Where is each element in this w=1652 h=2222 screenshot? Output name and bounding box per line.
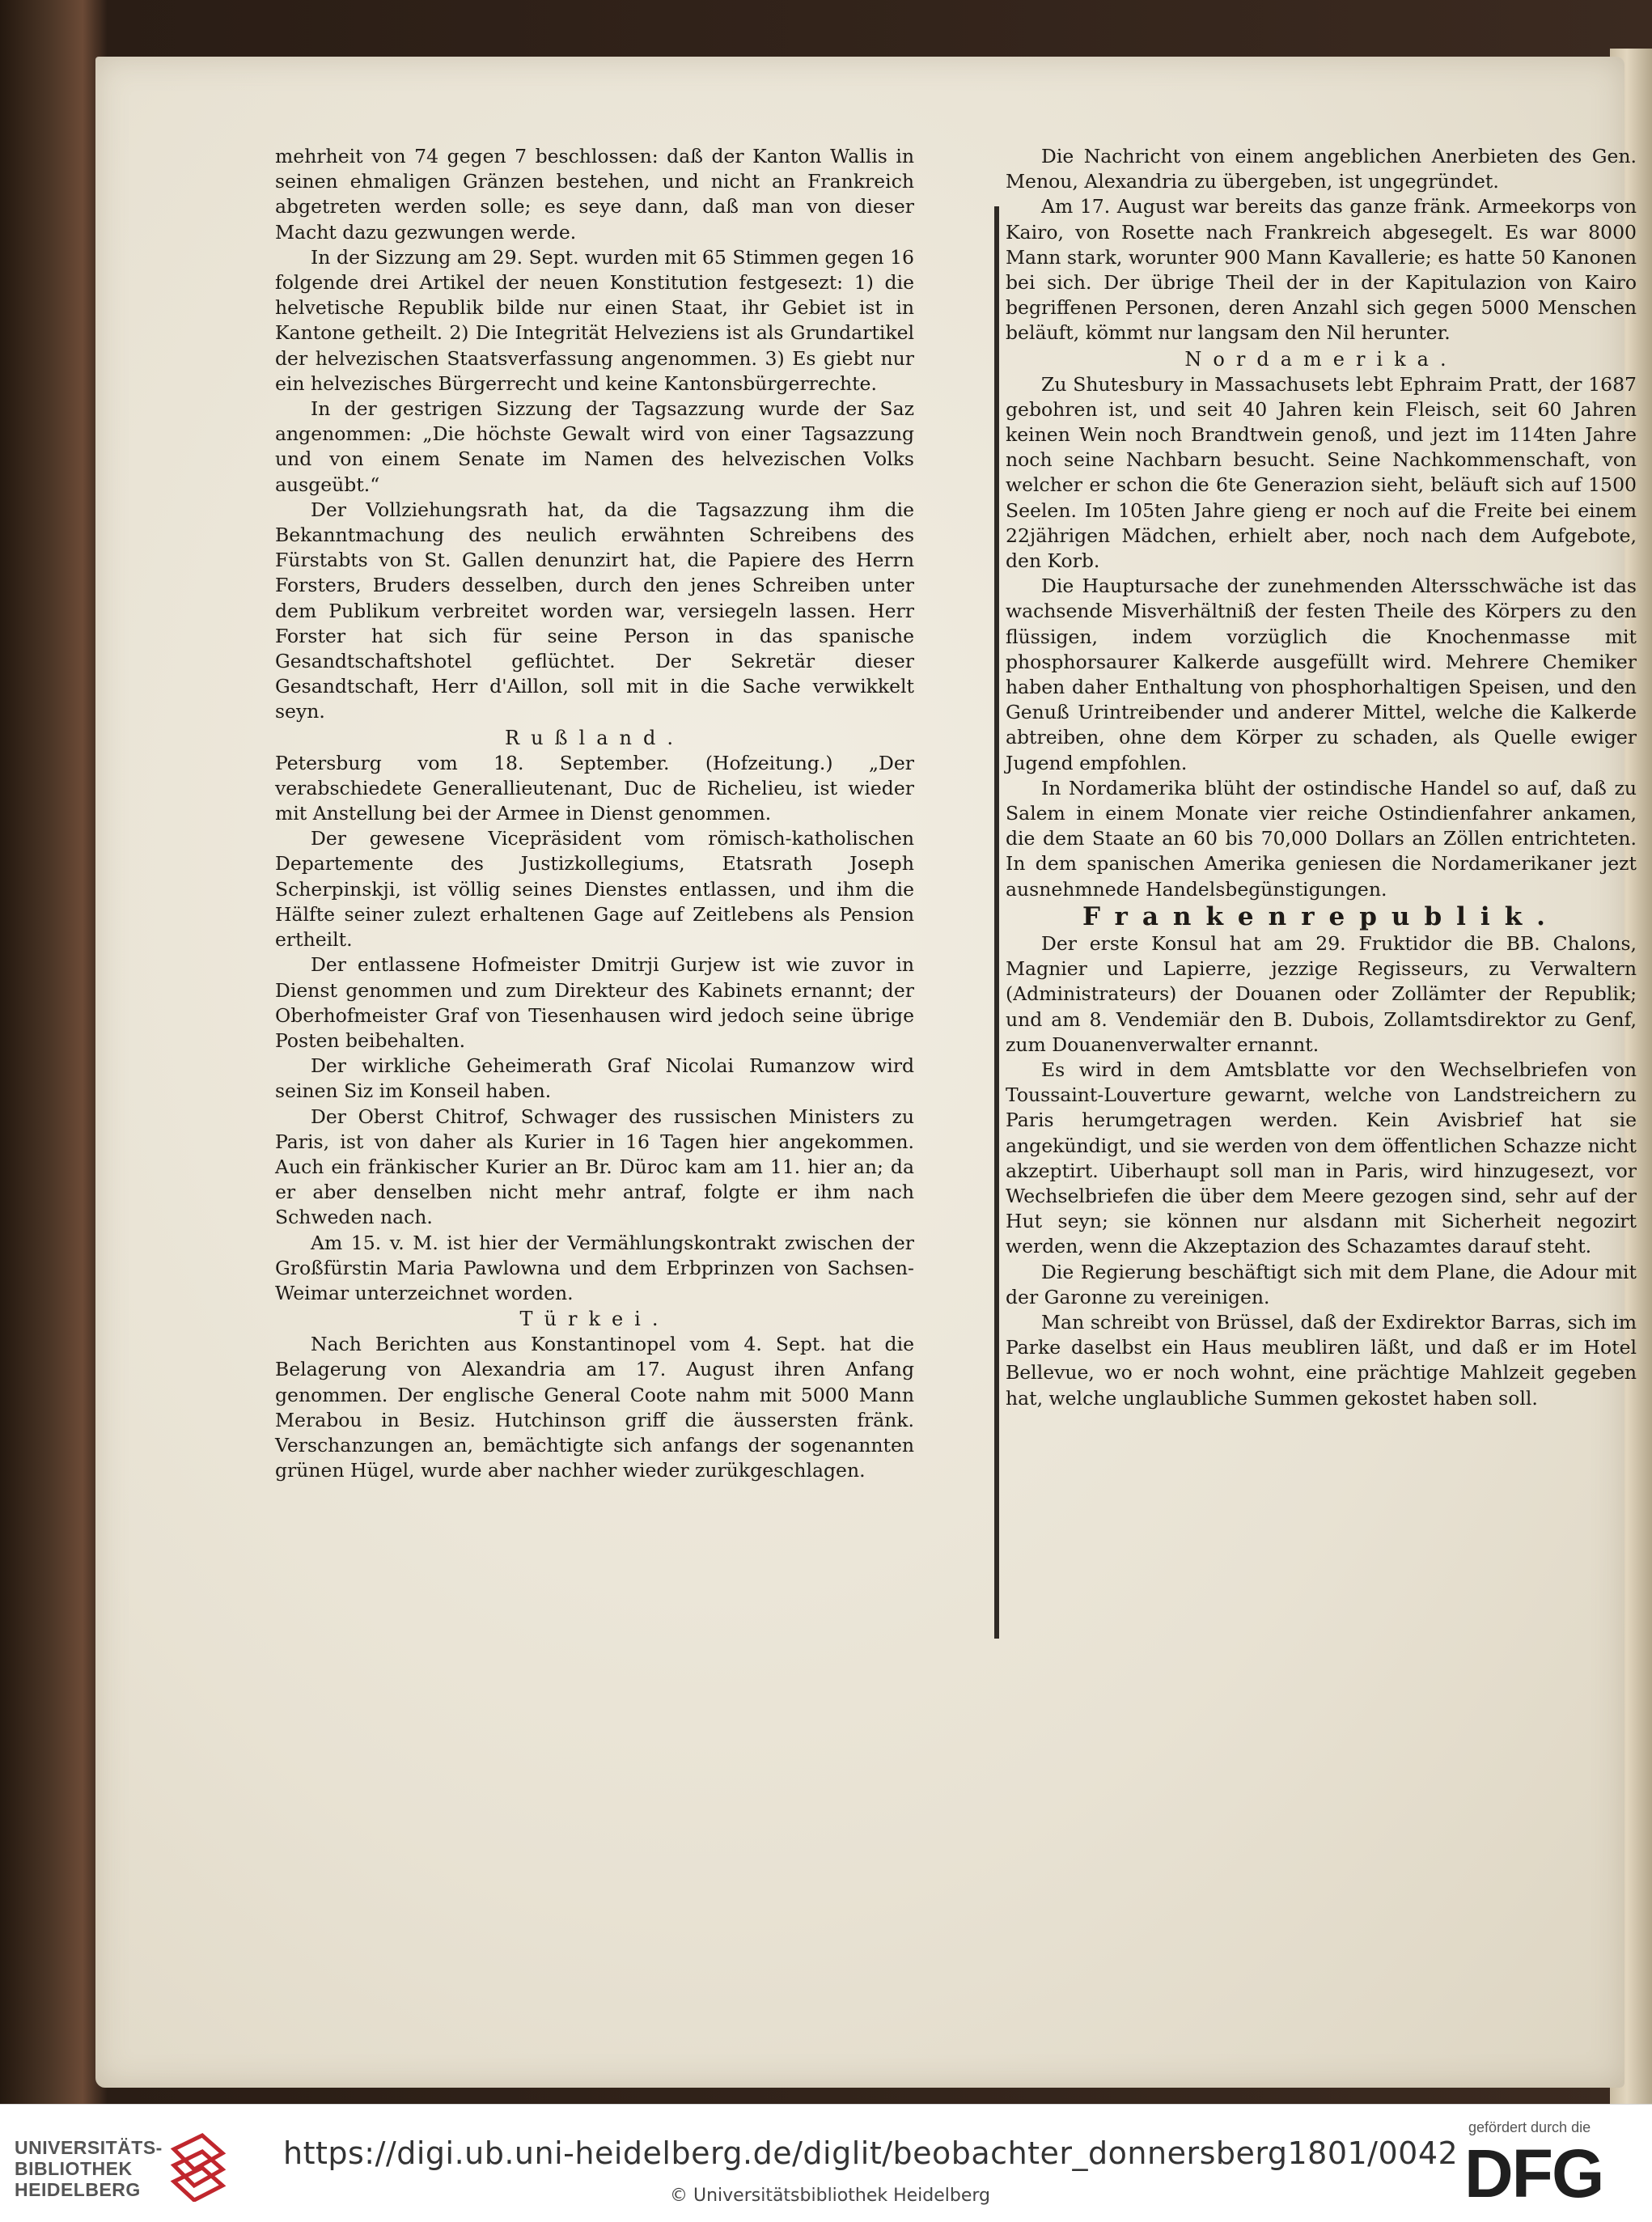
column-rule xyxy=(994,206,999,1639)
article-paragraph: Die Nachricht von einem angeblichen Anerbieten des Gen. Menou, Alexandria zu übergeben, ist ungegründet. xyxy=(1006,145,1637,193)
ub-heidelberg-logo-icon xyxy=(166,2129,231,2202)
section-heading: Rußland. xyxy=(505,726,684,749)
article-paragraph: Die Hauptursache der zunehmenden Altersschwäche ist das wachsende Misverhältniß der festen Theile des Körpers zu den flüssigen, indem vorzüglich die Knochenmasse mit phosphorsaurer Kalkerde ausgefüllt wird. Mehrere Chemiker haben daher Enthaltung von phosphorhaltigen Speisen, und den Genuß Urintreibender und anderer Mittel, welche die Kalkerde abtreiben, ohne dem Körper zu schaden, als Quelle ewiger Jugend empfohlen. xyxy=(1006,575,1637,774)
article-paragraph: Petersburg vom 18. September. (Hofzeitung.) „Der verabschiedete Generallieutenant, Duc de Richelieu, ist wieder mit Anstellung bei der Armee in Dienst genommen. xyxy=(275,751,914,825)
article-paragraph: Am 15. v. M. ist hier der Vermählungskontrakt zwischen der Großfürstin Maria Pawlowna und dem Erbprinzen von Sachsen-Weimar unterzeichnet worden. xyxy=(275,1231,914,1304)
copyright-notice: © Universitätsbibliothek Heidelberg xyxy=(670,2186,991,2206)
library-name-line: UNIVERSITÄTS- xyxy=(15,2137,163,2158)
article-paragraph: Der Oberst Chitrof, Schwager des russischen Ministers zu Paris, ist von daher als Kurier in 16 Tagen hier angekommen. Auch ein fränkischer Kurier an Br. Düroc kam am 11. hier an; da er aber denselben nicht mehr antraf, folgte er ihm nach Schweden nach. xyxy=(275,1105,914,1229)
article-paragraph: Nach Berichten aus Konstantinopel vom 4. Sept. hat die Belagerung von Alexandria am 17. August ihren Anfang genommen. Der englische General Coote nahm mit 5000 Mann Merabou in Besiz. Hutchinson griff die äussersten fränk. Verschanzungen an, bemächtigte sich anfangs der sogenannten grünen Hügel, wurde aber nachher wieder zurükgeschlagen. xyxy=(275,1333,914,1482)
section-heading: Türkei. xyxy=(519,1308,670,1331)
article-paragraph: Man schreibt von Brüssel, daß der Exdirektor Barras, sich im Parke daselbst ein Haus meubliren läßt, und daß er im Hotel Bellevue, wo er noch wohnt, eine prächtige Mahlzeit gegeben hat, welche unglaubliche Summen gekostet haben soll. xyxy=(1006,1310,1637,1410)
section-heading: Nordamerika. xyxy=(1184,347,1458,371)
article-paragraph: In Nordamerika blüht der ostindische Handel so auf, daß zu Salem in einem Monate vier reiche Ostindienfahrer ankamen, die dem Staate an 60 bis 70,000 Dollars an Zöllen entrichteten. In dem spanischen Amerika geniesen die Nordamerikaner jezt ausnehmnede Handelsbegünstigungen. xyxy=(1006,776,1637,901)
library-name-line: HEIDELBERG xyxy=(15,2179,141,2200)
permalink-url[interactable]: https://digi.ub.uni-heidelberg.de/diglit/beobachter_donnersberg1801/0042 xyxy=(283,2135,1459,2171)
article-paragraph: Der wirkliche Geheimerath Graf Nicolai Rumanzow wird seinen Siz im Konseil haben. xyxy=(275,1054,914,1103)
article-paragraph: Der Vollziehungsrath hat, da die Tagsazzung ihm die Bekanntmachung des neulich erwähnten Schreibens des Fürstabts von St. Gallen denunzirt hat, die Papiere des Herrn Forsters, Bruders desselben, durch den jenes Schreiben unter dem Publikum verbreitet worden war, versiegeln lassen. Herr Forster hat sich für seine Person in das spanische Gesandtschaftshotel geflüchtet. Der Sekretär dieser Gesandtschaft, Herr d'Aillon, soll mit in die Sache verwikkelt seyn. xyxy=(275,498,914,723)
article-paragraph: Der erste Konsul hat am 29. Fruktidor die BB. Chalons, Magnier und Lapierre, jezzige Regisseurs, zu Verwaltern (Administrateurs) der Douanen oder Zollämter der Republik; und am 8. Vendemiär den B. Dubois, Zollamtsdirektor zu Genf, zum Douanenverwalter ernannt. xyxy=(1006,931,1637,1056)
left-column xyxy=(275,144,914,1483)
article-paragraph: Am 17. August war bereits das ganze fränk. Armeekorps von Kairo, von Rosette nach Frankreich abgesegelt. Es war 8000 Mann stark, worunter 900 Mann Kavallerie; es hatte 50 Kanonen bei sich. Der übrige Theil der in der Kapitulazion von Kairo begriffenen Personen, deren Anzahl sich gegen 5000 Menschen beläuft, kömmt nur langsam den Nil herunter. xyxy=(1006,195,1637,345)
library-name-line: BIBLIOTHEK xyxy=(15,2158,133,2179)
article-paragraph: Zu Shutesbury in Massachusets lebt Ephraim Pratt, der 1687 gebohren ist, und seit 40 Jahren kein Fleisch, seit 60 Jahren keinen Wein noch Brandtwein genoß, und jezt im 114ten Jahre noch seine Nachbarn besucht. Seine Nachkommenschaft, von welcher er schon die 6te Generazion sieht, beläuft sich auf 1500 Seelen. Im 105ten Jahre gieng er noch auf die Freite bei einem 22jährigen Mädchen, erhielt aber, noch nach dem Aufgebote, den Korb. xyxy=(1006,372,1637,573)
dfg-logo: DFG xyxy=(1464,2135,1603,2211)
article-paragraph: Der entlassene Hofmeister Dmitrji Gurjew ist wie zuvor in Dienst genommen und zum Direkteur des Kabinets ernannt; der Oberhofmeister Graf von Tiesenhausen wird jedoch seine übrige Posten beibehalten. xyxy=(275,953,914,1052)
article-paragraph: In der Sizzung am 29. Sept. wurden mit 65 Stimmen gegen 16 folgende drei Artikel der neuen Konstitution festgesezt: 1) die helvetische Republik bilde nur einen Staat, ihr Gebiet ist in Kantone getheilt. 2) Die Integrität Helveziens ist als Grundartikel der helvezischen Staatsverfassung angenommen. 3) Es giebt nur ein helvezisches Bürgerrecht und keine Kantonsbürgerrechte. xyxy=(275,245,914,395)
viewer-footer xyxy=(0,2104,1652,2222)
funded-by-label: gefördert durch die xyxy=(1468,2119,1591,2135)
right-column xyxy=(1006,144,1637,1411)
article-paragraph: mehrheit von 74 gegen 7 beschlossen: daß der Kanton Wallis in seinen ehmaligen Gränzen bestehen, und nicht an Frankreich abgetreten werden solle; es seye dann, daß man von dieser Macht dazu gezwungen werde. xyxy=(275,145,914,244)
article-paragraph: In der gestrigen Sizzung der Tagsazzung wurde der Saz angenommen: „Die höchste Gewalt wird von einer Tagsazzung und von einem Senate im Namen des helvezischen Volks ausgeübt.“ xyxy=(275,397,914,496)
section-heading: Frankenrepublik. xyxy=(1082,901,1560,931)
article-paragraph: Es wird in dem Amtsblatte vor den Wechselbriefen von Toussaint-Louverture gewarnt, welche von Landstreichern zu Paris herumgetragen werden. Kein Avisbrief hat sie angekündigt, und sie werden von dem öffentlichen Schazze nicht akzeptirt. Uiberhaupt soll man in Paris, wird hinzugesezt, vor Wechselbriefen die über dem Meere gezogen sind, sehr auf der Hut seyn; sie können nur alsdann mit Sicherheit negozirt werden, wenn die Akzeptazion des Schazamtes darauf steht. xyxy=(1006,1058,1637,1258)
article-paragraph: Die Regierung beschäftigt sich mit dem Plane, die Adour mit der Garonne zu vereinigen. xyxy=(1006,1260,1637,1308)
article-paragraph: Der gewesene Vicepräsident vom römisch-katholischen Departemente des Justizkollegiums, Etatsrath Joseph Scherpinskji, ist völlig seines Dienstes entlassen, und ihm die Hälfte seiner zulezt erhaltenen Gage auf Zeitlebens als Pension ertheilt. xyxy=(275,827,914,952)
library-name xyxy=(15,2137,163,2200)
